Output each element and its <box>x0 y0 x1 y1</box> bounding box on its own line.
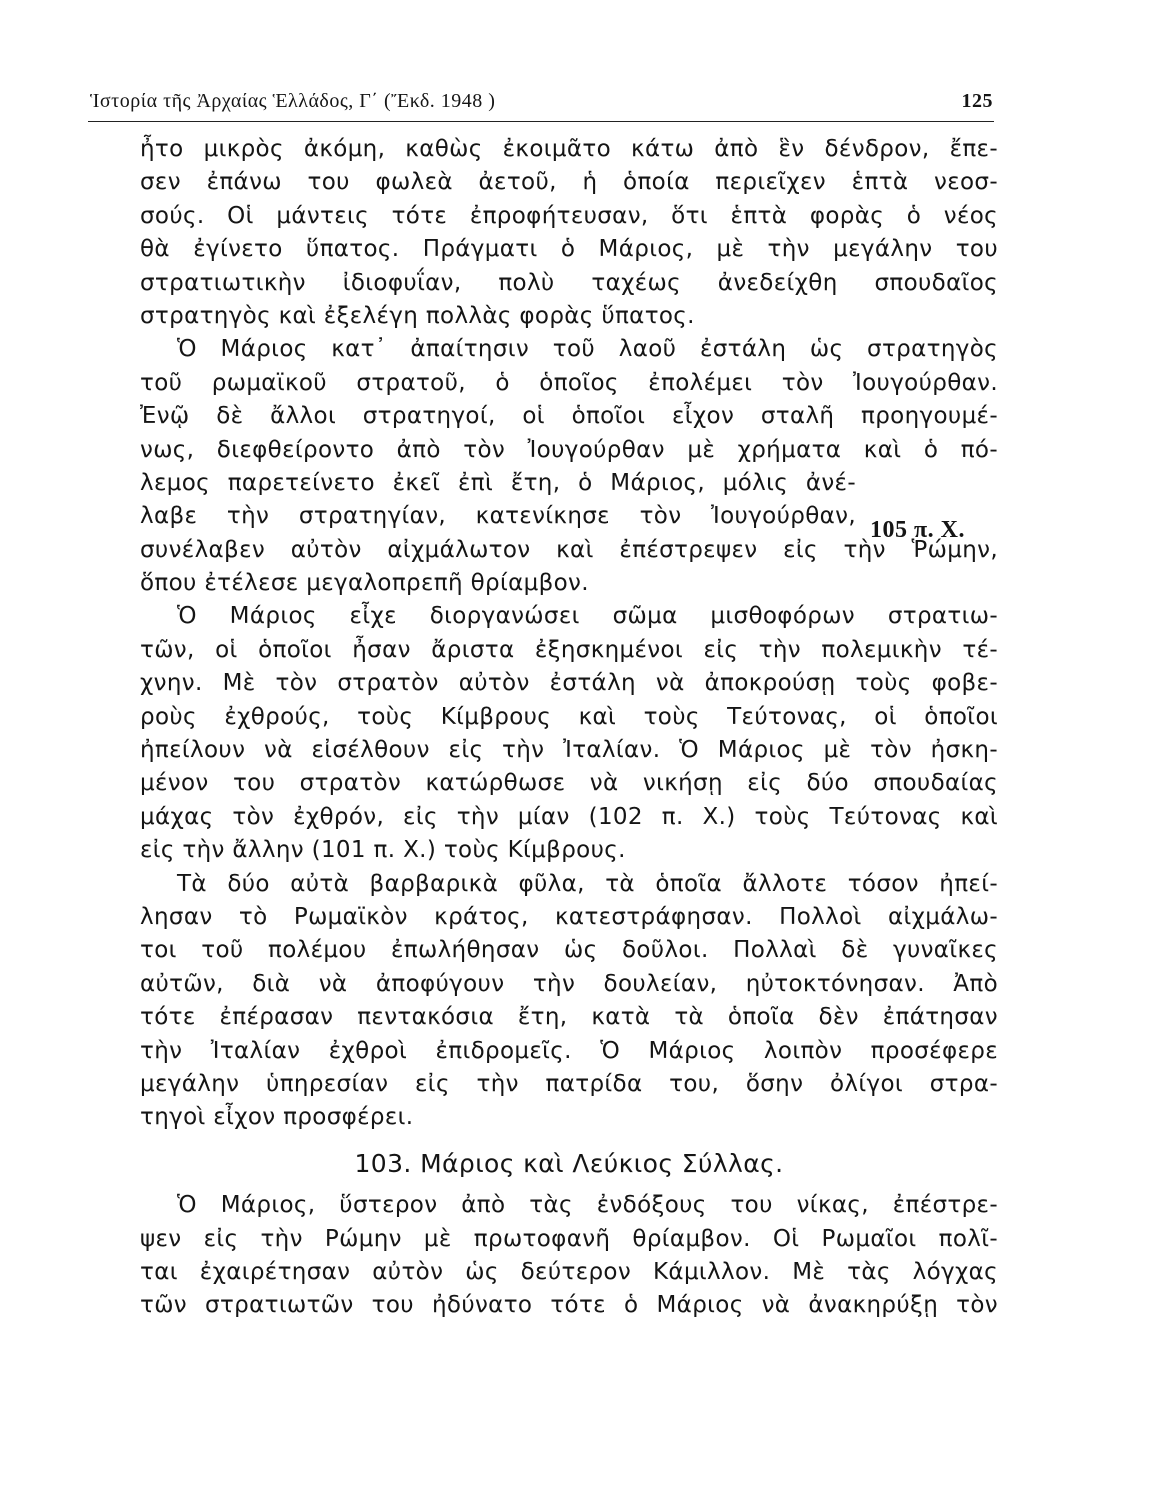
text-line: τοι τοῦ πολέμου ἐπωλήθησαν ὡς δοῦλοι. Πολλαὶ δὲ γυναῖκες <box>140 937 998 964</box>
text-line: τότε ἐπέρασαν πεντακόσια ἔτη, κατὰ τὰ ὁποῖα δὲν ἐπάτησαν <box>140 1004 998 1031</box>
text-line: τηγοὶ εἶχον προσφέρει. <box>140 1104 414 1131</box>
text-line: ὅπου ἐτέλεσε μεγαλοπρεπῆ θρίαμβον. <box>140 570 589 597</box>
text-line: λαβε τὴν στρατηγίαν, κατενίκησε τὸν Ἰουγούρθαν, <box>140 503 856 530</box>
text-line: ροὺς ἐχθρούς, τοὺς Κίμβρους καὶ τοὺς Τεύτονας, οἱ ὁποῖοι <box>140 703 998 730</box>
text-line: ται ἐχαιρέτησαν αὐτὸν ὡς δεύτερον Κάμιλλον. Μὲ τὰς λόγχας <box>140 1258 998 1285</box>
paragraph <box>140 1189 998 1323</box>
page-number: 125 <box>961 90 993 112</box>
text-line: στρατηγὸς καὶ ἐξελέγη πολλὰς φορὰς ὕπατος. <box>140 302 695 329</box>
text-line: σεν ἐπάνω του φωλεὰ ἀετοῦ, ἡ ὁποία περιεῖχεν ἑπτὰ νεοσ- <box>140 169 998 196</box>
text-line: τῶν στρατιωτῶν του ἠδύνατο τότε ὁ Μάριος νὰ ἀνακηρύξῃ τὸν <box>140 1292 998 1319</box>
text-line: θὰ ἐγίνετο ὕπατος. Πράγματι ὁ Μάριος, μὲ τὴν μεγάλην του <box>140 236 998 263</box>
section-heading: 103. Μάριος καὶ Λεύκιος Σύλλας. <box>354 1148 784 1178</box>
text-line: λεμος παρετείνετο ἐκεῖ ἐπὶ ἔτη, ὁ Μάριος, μόλις ἀνέ- <box>140 469 856 496</box>
paragraph <box>140 868 998 1135</box>
text-line: στρατιωτικὴν ἰδιοφυΐαν, πολὺ ταχέως ἀνεδείχθη σπουδαῖος <box>140 269 998 296</box>
text-line: τοῦ ρωμαϊκοῦ στρατοῦ, ὁ ὁποῖος ἐπολέμει τὸν Ἰουγούρθαν. <box>140 369 998 396</box>
header-rule <box>88 121 994 122</box>
text-line: νως, διεφθείροντο ἀπὸ τὸν Ἰουγούρθαν μὲ χρήματα καὶ ὁ πό- <box>140 436 998 463</box>
text-line: χνην. Μὲ τὸν στρατὸν αὐτὸν ἐστάλη νὰ ἀποκρούσῃ τοὺς φοβε- <box>140 670 998 697</box>
text-line: Ὁ Μάριος εἶχε διοργανώσει σῶμα μισθοφόρων στρατιω- <box>177 603 998 630</box>
paragraph <box>140 133 998 333</box>
body-text <box>140 133 998 1323</box>
text-line: ἦτο μικρὸς ἀκόμη, καθὼς ἐκοιμᾶτο κάτω ἀπὸ ἓν δένδρον, ἔπε- <box>140 136 998 162</box>
text-line: συνέλαβεν αὐτὸν αἰχμάλωτον καὶ ἐπέστρεψεν εἰς τὴν Ῥώμην, <box>140 536 998 563</box>
text-line: ψεν εἰς τὴν Ρώμην μὲ πρωτοφανῆ θρίαμβον. Οἱ Ρωμαῖοι πολῖ- <box>140 1225 998 1252</box>
text-line: Τὰ δύο αὐτὰ βαρβαρικὰ φῦλα, τὰ ὁποῖα ἄλλοτε τόσον ἠπεί- <box>177 870 998 897</box>
text-line: λησαν τὸ Ρωμαϊκὸν κράτος, κατεστράφησαν. Πολλοὶ αἰχμάλω- <box>140 903 998 930</box>
text-line: μεγάλην ὑπηρεσίαν εἰς τὴν πατρίδα του, ὅσην ὀλίγοι στρα- <box>140 1070 998 1097</box>
text-line: αὐτῶν, διὰ νὰ ἀποφύγουν τὴν δουλείαν, ηὐτοκτόνησαν. Ἀπὸ <box>140 970 998 997</box>
text-line: μάχας τὸν ἐχθρόν, εἰς τὴν μίαν (102 π. Χ.) τοὺς Τεύτονας καὶ <box>140 803 998 830</box>
text-line: Ὁ Μάριος κατ᾽ ἀπαίτησιν τοῦ λαοῦ ἐστάλη ὡς στρατηγὸς <box>177 336 998 363</box>
text-line: εἰς τὴν ἄλλην (101 π. Χ.) τοὺς Κίμβρους. <box>140 837 626 864</box>
text-line: μένον του στρατὸν κατώρθωσε νὰ νικήσῃ εἰς δύο σπουδαίας <box>140 770 998 797</box>
running-title: Ἱστορία τῆς Ἀρχαίας Ἑλλάδος, Γ΄ (Ἔκδ. 1948 ) <box>90 90 496 112</box>
page-header <box>88 88 993 122</box>
text-line: τῶν, οἱ ὁποῖοι ἦσαν ἄριστα ἐξησκημένοι εἰς τὴν πολεμικὴν τέ- <box>140 636 998 663</box>
paragraph <box>140 333 998 600</box>
margin-date-note: 105 π. Χ. <box>870 517 965 543</box>
text-line: τὴν Ἰταλίαν ἐχθροὶ ἐπιδρομεῖς. Ὁ Μάριος λοιπὸν προσέφερε <box>140 1037 998 1064</box>
text-line: Ὁ Μάριος, ὕστερον ἀπὸ τὰς ἐνδόξους του νίκας, ἐπέστρε- <box>177 1192 998 1219</box>
text-line: ἠπείλουν νὰ εἰσέλθουν εἰς τὴν Ἰταλίαν. Ὁ Μάριος μὲ τὸν ἠσκη- <box>140 737 998 764</box>
paragraph <box>140 600 998 867</box>
text-line: Ἐνῷ δὲ ἄλλοι στρατηγοί, οἱ ὁποῖοι εἶχον σταλῆ προηγουμέ- <box>140 403 998 430</box>
text-line: σούς. Οἱ μάντεις τότε ἐπροφήτευσαν, ὅτι ἑπτὰ φορὰς ὁ νέος <box>140 202 998 229</box>
